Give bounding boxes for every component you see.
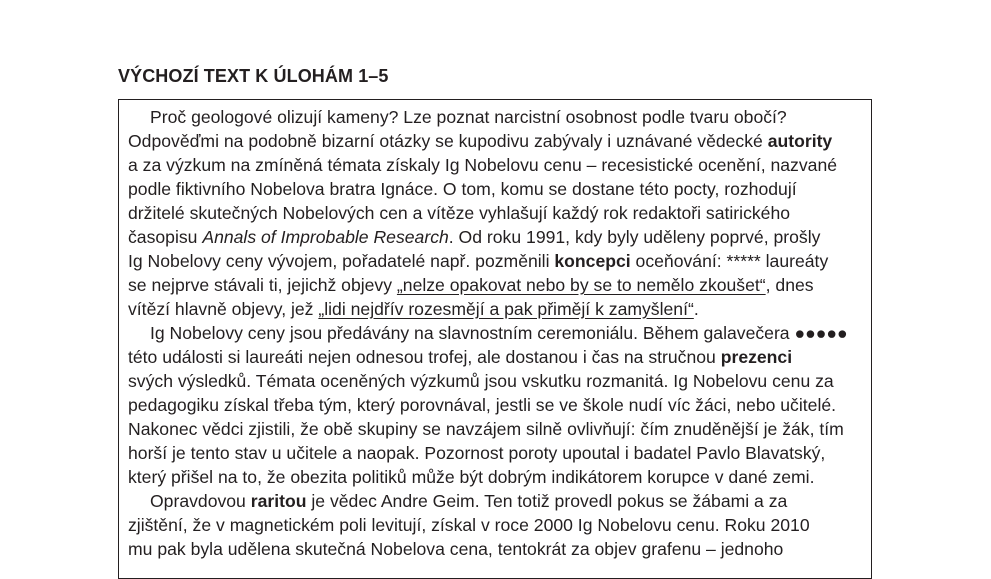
text-line [128,225,871,249]
section-heading: VÝCHOZÍ TEXT K ÚLOHÁM 1–5 [118,66,389,86]
text-run: pedagogiku získal třeba tým, který porovnával, jestli se ve škole nudí víc žáci, nebo učitelé. [128,395,837,415]
text-run: Ig Nobelovy ceny jsou předávány na slavnostním ceremoniálu. Během galavečera ●●●●● [150,323,848,343]
underlined-quote: „nelze opakovat nebo by se to nemělo zkoušet“ [396,275,766,295]
text-run: horší je tento stav u učitele a naopak. Pozornost poroty upoutal i badatel Pavlo Blavatský, [128,443,826,463]
text-run: je vědec Andre Geim. Ten totiž provedl pokus se žábami a za [306,491,788,511]
text-line [128,489,871,513]
text-run: a za výzkum na zmíněná témata získaly Ig Nobelovu cenu – recesistické ocenění, nazvané [128,155,838,175]
text-line [128,369,871,393]
text-line [128,441,871,465]
text-line [128,297,871,321]
text-line [128,513,871,537]
bold-term: koncepci [554,251,631,271]
text-line [128,537,871,561]
text-run: se nejprve stávali ti, jejichž objevy [128,275,397,295]
bold-term: prezenci [720,347,793,367]
text-run: . [693,299,699,319]
text-run: , dnes [765,275,814,295]
text-run: který přišel na to, že obezita politiků může být dobrým indikátorem korupce v dané zemi. [128,467,815,487]
text-line [128,417,871,441]
text-line [128,393,871,417]
text-run: držitelé skutečných Nobelových cen a vítěze vyhlašují každý rok redaktoři satirického [128,203,791,223]
text-run: podle fiktivního Nobelova bratra Ignáce. O tom, komu se dostane této pocty, rozhodují [128,179,797,199]
text-line [128,153,871,177]
text-line [128,345,871,369]
italic-title: Annals of Improbable Research [202,227,449,247]
text-run: . Od roku 1991, kdy byly uděleny poprvé, prošly [448,227,821,247]
text-line [128,321,871,345]
text-run: této události si laureáti nejen odnesou trofej, ale dostanou i čas na stručnou [128,347,721,367]
text-line [128,249,871,273]
text-line [128,273,871,297]
text-line [128,201,871,225]
text-run: Odpověďmi na podobně bizarní otázky se kupodivu zabývaly i uznávané vědecké [128,131,768,151]
text-run: oceňování: ***** laureáty [630,251,829,271]
text-run: časopisu [128,227,203,247]
text-run: Nakonec vědci zjistili, že obě skupiny se navzájem silně ovlivňují: čím znuděnější je žák, tím [128,419,844,439]
text-run: Ig Nobelovy ceny vývojem, pořadatelé např. pozměnili [128,251,555,271]
text-run: Opravdovou [150,491,251,511]
underlined-quote: „lidi nejdřív rozesmějí a pak přimějí k zamyšlení“ [318,299,694,319]
text-line [128,129,871,153]
text-run: svých výsledků. Témata oceněných výzkumů jsou vskutku rozmanitá. Ig Nobelovu cenu za [128,371,834,391]
text-line [128,177,871,201]
source-text-box [118,99,872,579]
bold-term: autority [767,131,833,151]
text-run: Proč geologové olizují kameny? Lze poznat narcistní osobnost podle tvaru obočí? [150,107,787,127]
text-run: zjištění, že v magnetickém poli levitují, získal v roce 2000 Ig Nobelovu cenu. Roku 2010 [128,515,810,535]
bold-term: raritou [250,491,307,511]
text-run: mu pak byla udělena skutečná Nobelova cena, tentokrát za objev grafenu – jednoho [128,539,784,559]
source-text-body [128,105,871,561]
text-run: vítězí hlavně objevy, jež [128,299,319,319]
text-line [128,105,871,129]
text-line [128,465,871,489]
